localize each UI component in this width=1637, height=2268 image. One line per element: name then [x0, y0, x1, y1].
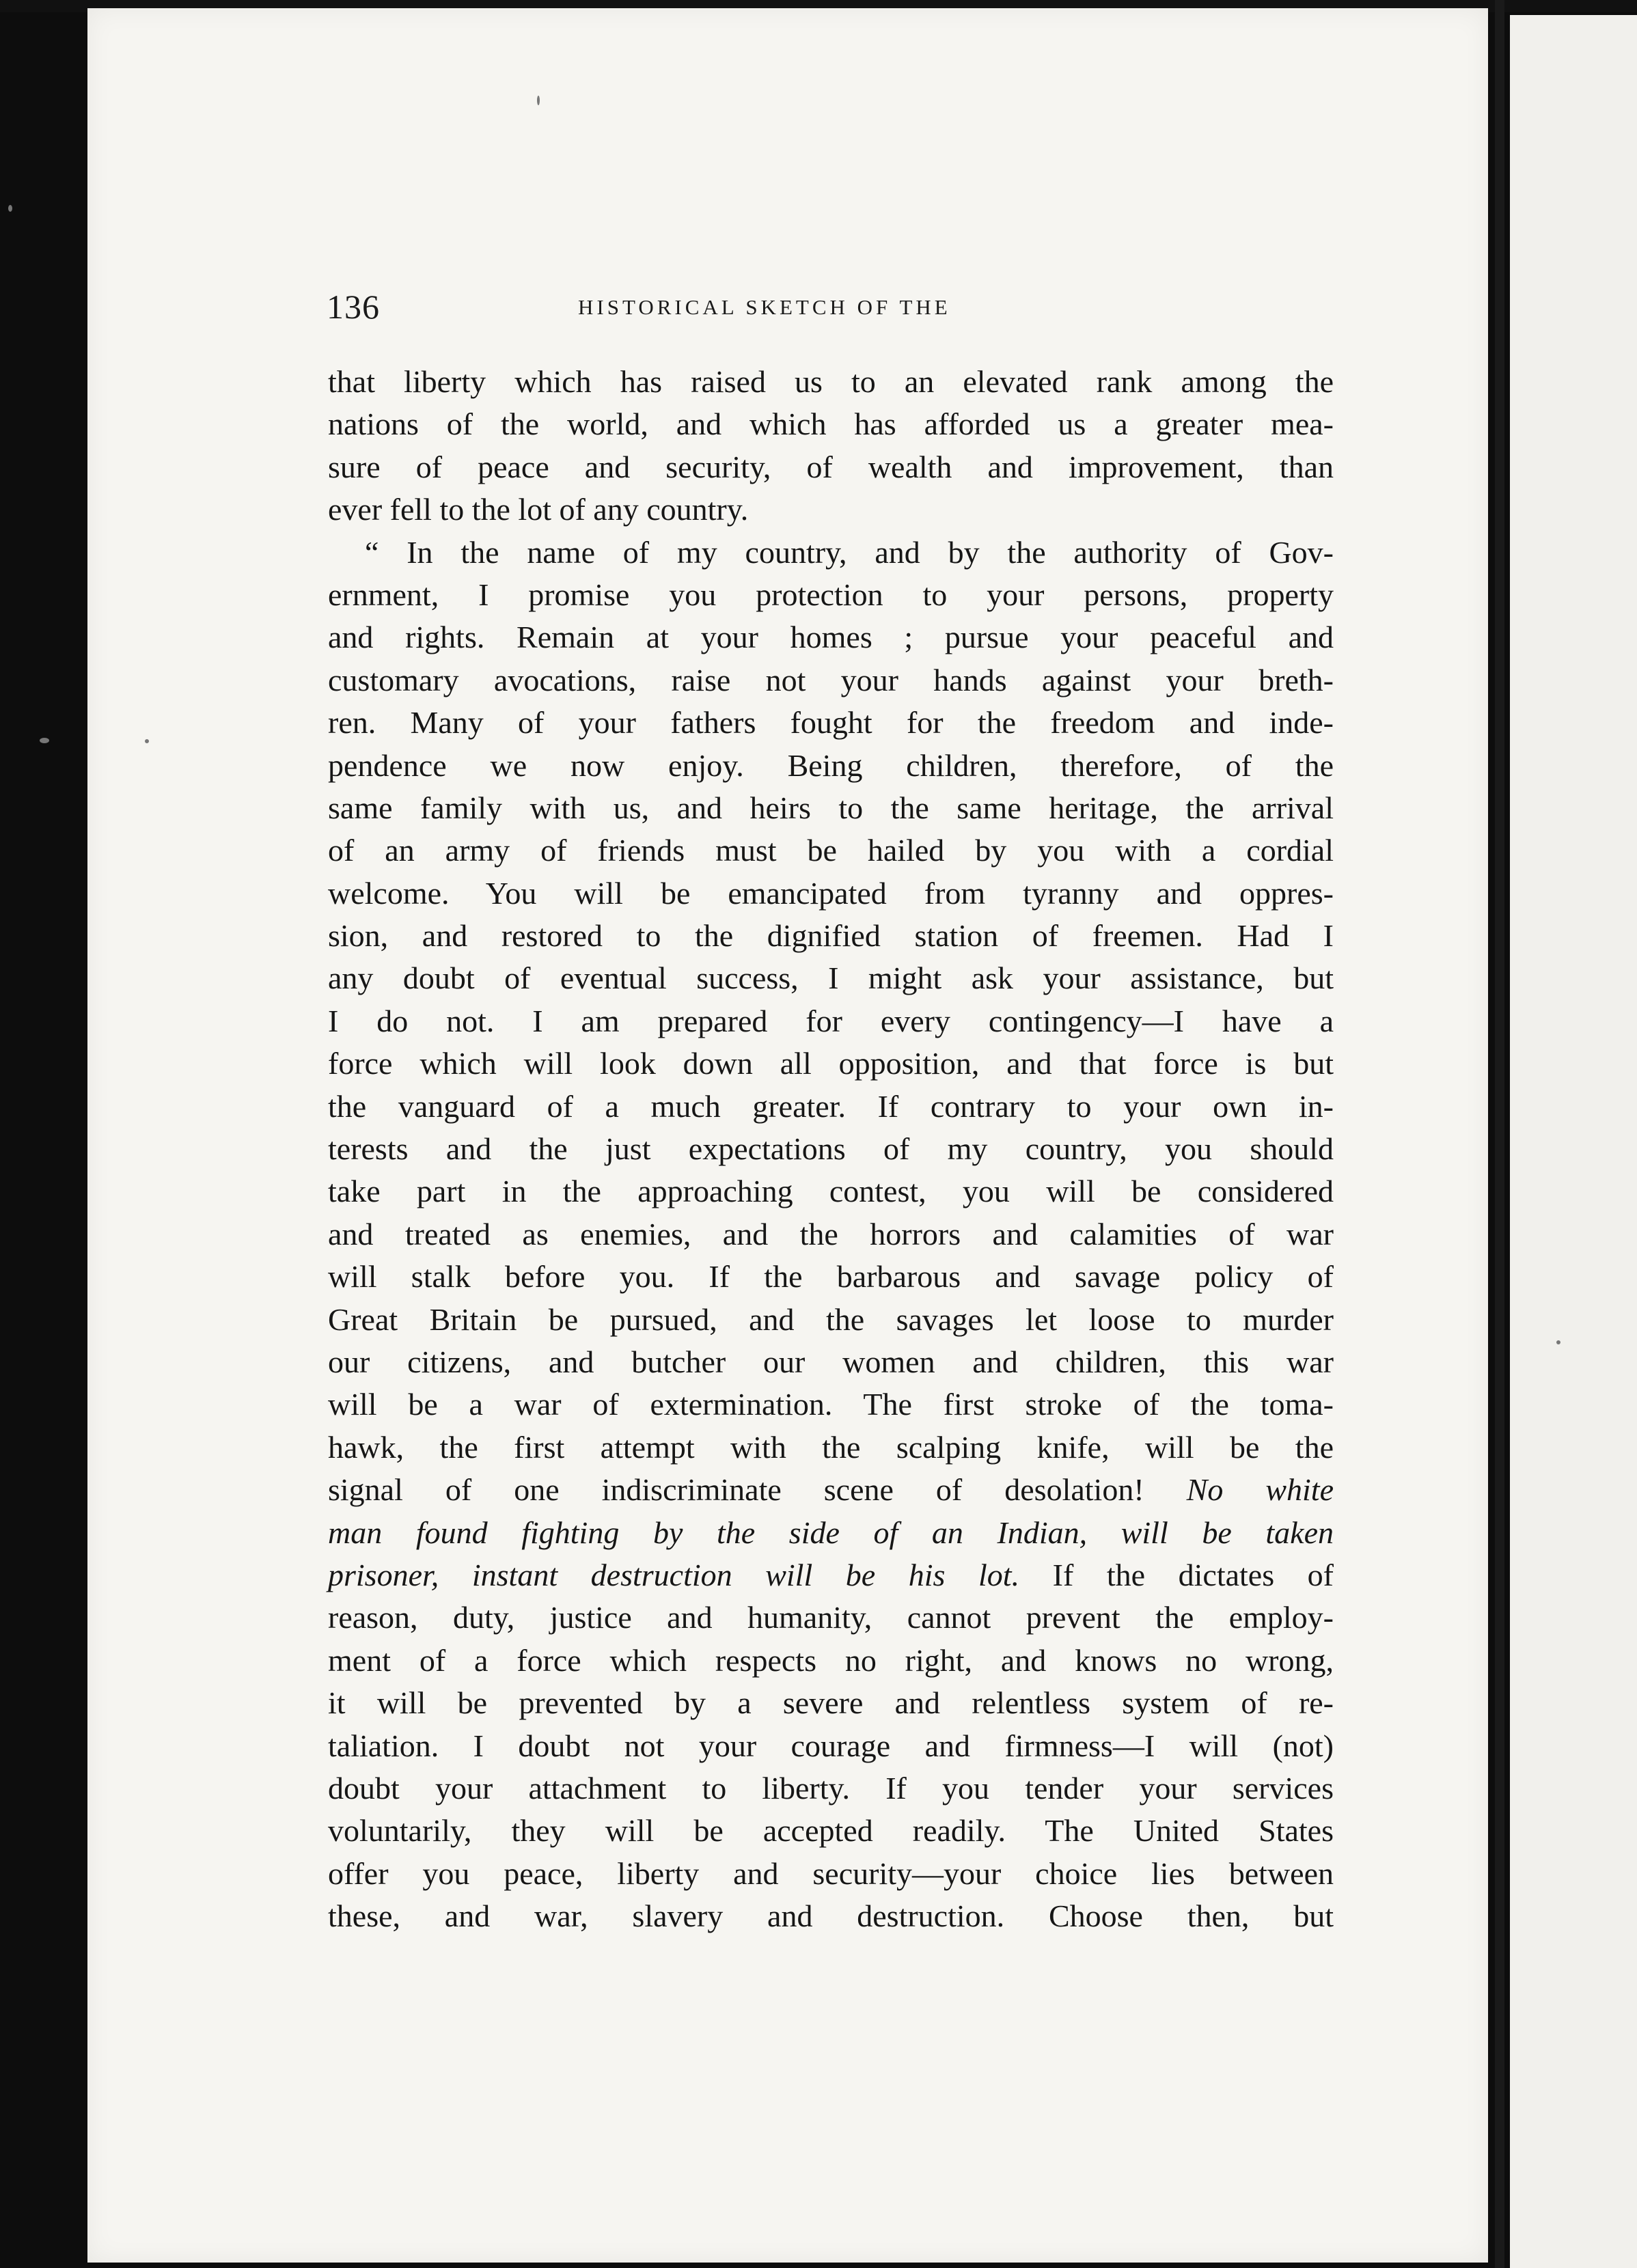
text-line — [328, 1256, 1334, 1298]
text-segment: taliation. I doubt not your courage and firmness—I will (not) — [328, 1728, 1334, 1763]
text-segment: customary avocations, raise not your hands against your breth- — [328, 662, 1334, 697]
text-segment: hawk, the first attempt with the scalping knife, will be the — [328, 1429, 1334, 1465]
text-line — [328, 702, 1334, 744]
text-line — [328, 1000, 1334, 1042]
text-line — [328, 1213, 1334, 1256]
running-title: HISTORICAL SKETCH OF THE — [578, 295, 951, 319]
text-line — [328, 829, 1334, 872]
text-segment: ren. Many of your fathers fought for the freedom and inde- — [328, 705, 1334, 741]
text-line — [328, 957, 1334, 999]
text-segment: reason, duty, justice and humanity, cannot prevent the employ- — [328, 1600, 1334, 1635]
text-segment: that liberty which has raised us to an elevated rank among the — [328, 364, 1334, 399]
text-segment: ment of a force which respects no right, and knows no wrong, — [328, 1642, 1334, 1678]
text-segment: sion, and restored to the dignified station of freemen. Had I — [328, 918, 1334, 954]
text-segment: welcome. You will be emancipated from tyranny and oppres- — [328, 875, 1334, 911]
text-line — [328, 1383, 1334, 1426]
text-line — [328, 1640, 1334, 1682]
text-line — [328, 1895, 1334, 1937]
text-line — [328, 1725, 1334, 1767]
text-segment: “ In the name of my country, and by the authority of Gov- — [365, 534, 1334, 570]
facing-page-edge — [1510, 15, 1637, 2268]
text-segment: take part in the approaching contest, you will be considered — [328, 1174, 1334, 1209]
text-line — [328, 659, 1334, 702]
text-line — [328, 403, 1334, 445]
text-segment: terests and the just expectations of my country, you should — [328, 1131, 1334, 1167]
text-segment: any doubt of eventual success, I might ask your assistance, but — [328, 960, 1334, 996]
scan-gutter — [1495, 0, 1504, 2268]
text-segment: If the dictates of — [1019, 1557, 1334, 1592]
text-line — [328, 1426, 1334, 1469]
text-line — [328, 1469, 1334, 1511]
text-segment: ernment, I promise you protection to your persons, property — [328, 577, 1334, 612]
text-segment: same family with us, and heirs to the same heritage, the arrival — [328, 790, 1334, 825]
text-line — [328, 1042, 1334, 1085]
text-segment: it will be prevented by a severe and relentless system of re- — [328, 1685, 1334, 1721]
text-line — [328, 1299, 1334, 1341]
text-line — [328, 1767, 1334, 1810]
text-segment: and treated as enemies, and the horrors and calamities of war — [328, 1216, 1334, 1251]
scan-speck — [145, 739, 149, 743]
running-head — [327, 287, 1351, 335]
text-segment: ever fell to the lot of any country. — [328, 492, 749, 527]
text-segment: signal of one indiscriminate scene of desolation! — [328, 1472, 1187, 1508]
text-line — [328, 1085, 1334, 1128]
text-segment: offer you peace, liberty and security—your choice lies between — [328, 1855, 1334, 1891]
text-segment: our citizens, and butcher our women and children, this war — [328, 1344, 1334, 1379]
text-line — [328, 361, 1334, 403]
text-line — [328, 1810, 1334, 1852]
text-line — [328, 1682, 1334, 1724]
text-line — [328, 574, 1334, 616]
text-segment: these, and war, slavery and destruction. Choose then, but — [328, 1898, 1334, 1934]
text-segment: will stalk before you. If the barbarous and savage policy of — [328, 1259, 1334, 1295]
text-segment: I do not. I am prepared for every contingency—I have a — [328, 1003, 1334, 1038]
text-line — [328, 616, 1334, 659]
text-line — [328, 745, 1334, 787]
scan-speck — [537, 96, 540, 105]
text-line — [328, 531, 1334, 574]
scan-speck — [1556, 1340, 1560, 1344]
scan-speck — [40, 738, 49, 743]
text-line — [328, 1128, 1334, 1170]
text-segment: nations of the world, and which has afforded us a greater mea- — [328, 406, 1334, 442]
scan-speck — [8, 205, 12, 212]
text-line — [328, 1341, 1334, 1383]
text-line — [328, 488, 1334, 531]
text-segment: Great Britain be pursued, and the savages let loose to murder — [328, 1301, 1334, 1337]
italic-text-segment: No white — [1186, 1472, 1334, 1508]
text-line — [328, 1512, 1334, 1554]
text-line — [328, 872, 1334, 915]
text-segment: sure of peace and security, of wealth and improvement, than — [328, 449, 1334, 484]
text-line — [328, 915, 1334, 957]
text-line — [328, 1596, 1334, 1639]
text-segment: voluntarily, they will be accepted readily. The United States — [328, 1813, 1334, 1849]
text-line — [328, 446, 1334, 488]
text-line — [328, 1853, 1334, 1895]
italic-text-segment: man found fighting by the side of an Indian, will be taken — [328, 1515, 1334, 1550]
text-line — [328, 787, 1334, 829]
text-segment: the vanguard of a much greater. If contrary to your own in- — [328, 1088, 1334, 1124]
text-segment: will be a war of extermination. The first stroke of the toma- — [328, 1387, 1334, 1422]
text-segment: of an army of friends must be hailed by you with a cordial — [328, 833, 1334, 868]
italic-text-segment: prisoner, instant destruction will be his lot. — [328, 1557, 1020, 1592]
text-segment: doubt your attachment to liberty. If you tender your services — [328, 1770, 1334, 1806]
text-segment: force which will look down all opposition, and that force is but — [328, 1046, 1334, 1081]
text-line — [328, 1554, 1334, 1596]
text-segment: and rights. Remain at your homes ; pursue your peaceful and — [328, 620, 1334, 655]
text-segment: pendence we now enjoy. Being children, therefore, of the — [328, 747, 1334, 783]
page-number: 136 — [327, 288, 380, 326]
text-line — [328, 1170, 1334, 1213]
body-text — [328, 361, 1334, 1937]
